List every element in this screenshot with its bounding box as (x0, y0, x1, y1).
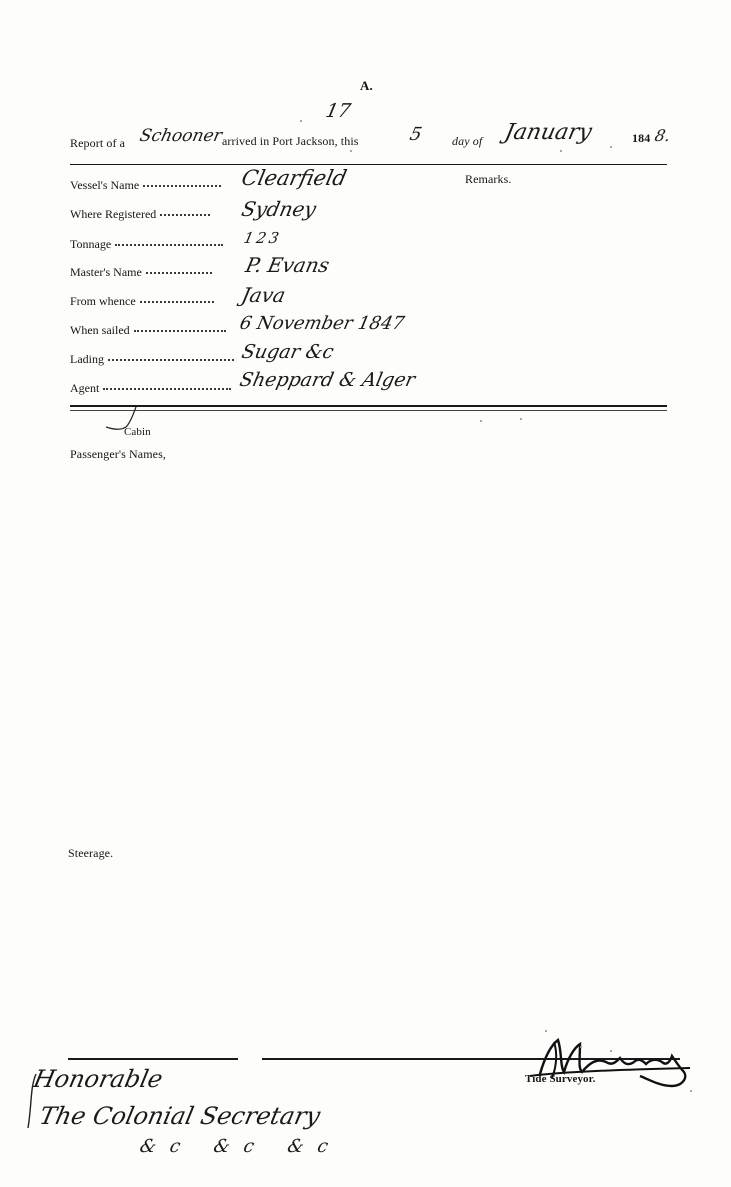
addressee-bracket-mark (24, 1072, 44, 1132)
field-value-lading: Sugar &c (239, 341, 336, 363)
field-row-lading (70, 350, 234, 366)
field-value-tonnage: 123 (242, 229, 284, 247)
addressee-line-1: Honorable (31, 1065, 166, 1093)
field-value-when-sailed: 6 November 1847 (237, 313, 407, 334)
field-row-vessel-name (70, 176, 221, 192)
field-row-masters-name (70, 263, 212, 279)
footer-rule-left (68, 1058, 238, 1060)
field-row-tonnage (70, 235, 223, 251)
year-handwritten: 8. (652, 126, 673, 145)
day-superscript: 17 (323, 100, 353, 122)
steerage-label: Steerage. (68, 846, 114, 860)
fields-bottom-rule-thin (70, 410, 667, 411)
field-row-agent (70, 379, 231, 395)
month-handwritten: January (502, 120, 595, 145)
field-label: Where Registered (70, 207, 157, 221)
top-rule (70, 164, 667, 165)
cabin-label: Cabin (124, 426, 151, 438)
fields-bottom-rule (70, 405, 667, 407)
report-prefix: Report of a (70, 136, 126, 150)
addressee-line-2: The Colonial Secretary (37, 1102, 323, 1130)
report-middle-text: arrived in Port Jackson, this (222, 134, 359, 148)
field-label: From whence (70, 294, 136, 308)
field-row-where-registered (70, 205, 210, 221)
field-value-where-registered: Sydney (239, 197, 319, 221)
day-of-text: day of (452, 134, 483, 148)
field-value-agent: Sheppard & Alger (237, 369, 418, 391)
field-label: Vessel's Name (70, 178, 140, 192)
field-value-vessel-name: Clearfield (239, 166, 349, 190)
vessel-type-handwritten: Schooner (137, 126, 224, 146)
tide-surveyor-label: Tide Surveyor. (525, 1073, 596, 1085)
field-value-masters-name: P. Evans (243, 253, 332, 277)
surveyor-signature (520, 1032, 695, 1102)
field-label: Master's Name (70, 265, 142, 279)
passengers-names-label: Passenger's Names, (70, 447, 166, 461)
field-label: When sailed (70, 323, 130, 337)
day-handwritten: 5 (407, 124, 424, 145)
field-label: Lading (70, 352, 104, 366)
remarks-label: Remarks. (465, 172, 512, 186)
field-label: Agent (70, 381, 100, 395)
year-printed: 184 (632, 131, 651, 145)
field-value-from-whence: Java (239, 283, 288, 307)
field-row-from-whence (70, 292, 214, 308)
addressee-line-3: &c &c &c (137, 1136, 344, 1157)
field-label: Tonnage (70, 237, 112, 251)
field-row-when-sailed (70, 321, 226, 337)
form-letter: A. (360, 78, 373, 93)
